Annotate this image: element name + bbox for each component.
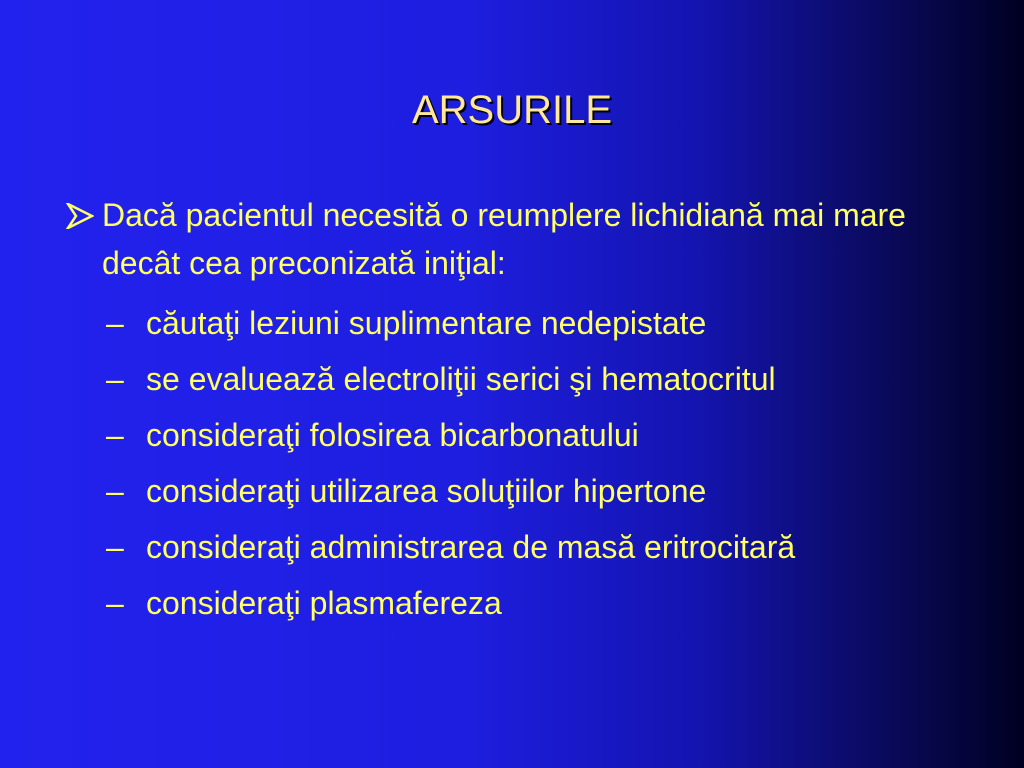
- dash-marker: –: [106, 473, 124, 509]
- sub-bullet-item: [104, 351, 1004, 407]
- sub-bullet-text: consideraţi utilizarea soluţiilor hipertone: [146, 473, 707, 509]
- dash-marker: –: [106, 417, 124, 453]
- sub-bullet-item: [104, 575, 1004, 631]
- sub-bullet-text: căutaţi leziuni suplimentare nedepistate: [146, 305, 707, 341]
- main-bullet-text: Dacă pacientul necesită o reumplere lichidiană mai mare decât cea preconizată iniţial:: [102, 197, 906, 281]
- dash-marker: –: [106, 305, 124, 341]
- dash-marker: –: [106, 361, 124, 397]
- sub-bullet-text: consideraţi plasmafereza: [146, 585, 502, 621]
- slide-title: ARSURILE: [411, 88, 613, 132]
- sub-bullet-list: [104, 295, 1004, 631]
- sub-bullet-item: [104, 463, 1004, 519]
- arrow-bullet-icon: [66, 203, 94, 229]
- sub-bullet-text: consideraţi administrarea de masă eritrocitară: [146, 529, 796, 565]
- dash-marker: –: [106, 529, 124, 565]
- dash-marker: –: [106, 585, 124, 621]
- sub-bullet-text: consideraţi folosirea bicarbonatului: [146, 417, 639, 453]
- sub-bullet-text: se evaluează electroliţii serici şi hematocritul: [146, 361, 776, 397]
- sub-bullet-item: [104, 295, 1004, 351]
- sub-bullet-item: [104, 519, 1004, 575]
- sub-bullet-item: [104, 407, 1004, 463]
